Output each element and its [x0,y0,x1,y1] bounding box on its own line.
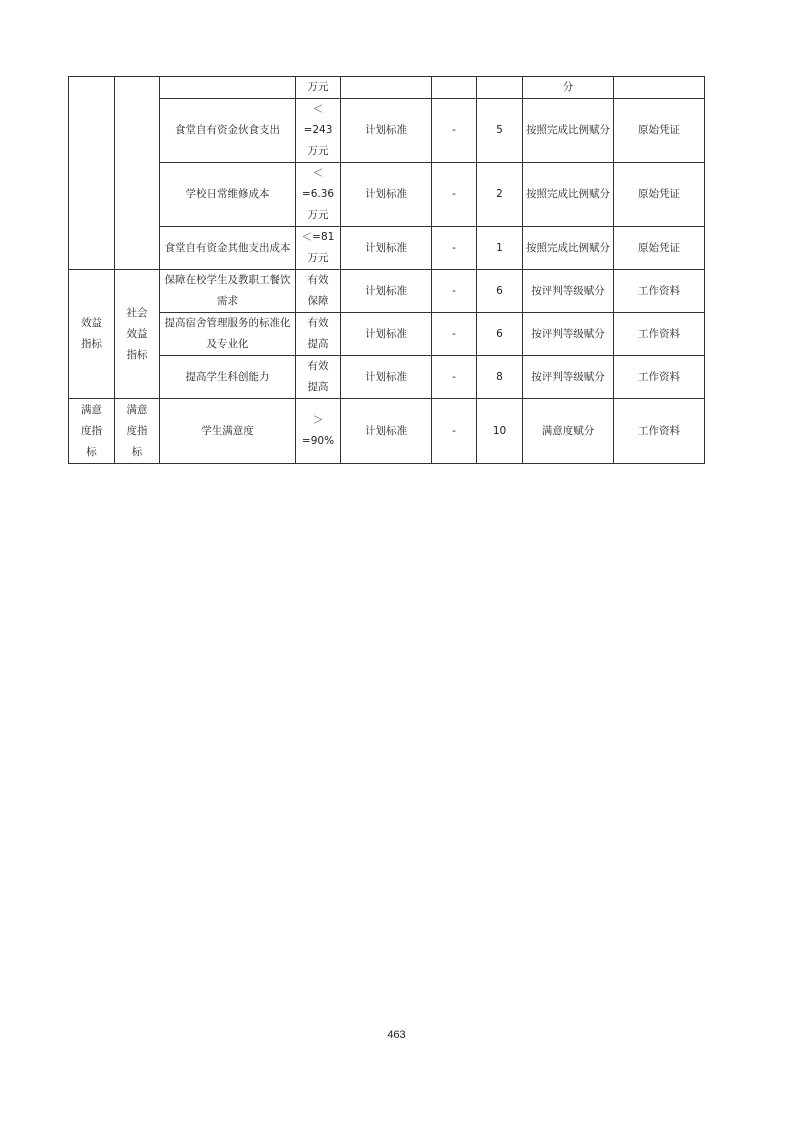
method-cell: 分 [523,77,614,99]
value-cell [296,356,341,399]
evidence-cell: 工作资料 [614,270,705,313]
level1-cell-cont [69,77,115,270]
indicator-cell: 提高学生科创能力 [160,356,296,399]
indicator-cell [160,77,296,99]
standard-cell: 计划标准 [341,399,432,464]
method-cell: 按评判等级赋分 [523,356,614,399]
standard-cell: 计划标准 [341,270,432,313]
method-cell: 按评判等级赋分 [523,270,614,313]
value-cell [296,227,341,270]
value-cell: 万元 [296,77,341,99]
dash-cell: - [432,270,477,313]
indicator-cell: 食堂自有资金伙食支出 [160,99,296,163]
standard-cell: 计划标准 [341,313,432,356]
level1-cell [69,399,115,464]
level1-line: 标 [86,445,97,458]
value-line: =6.36 [301,188,335,200]
level2-line: 效益 [126,327,148,340]
method-cell: 满意度赋分 [523,399,614,464]
weight-cell: 2 [477,163,523,227]
value-line: 有效 [307,317,329,329]
value-line: 万元 [307,145,329,157]
method-cell: 按照完成比例赋分 [523,163,614,227]
value-cell [296,99,341,163]
value-line: ＜ [312,103,324,115]
table-row [69,77,705,99]
standard-cell: 计划标准 [341,99,432,163]
indicator-cell: 学校日常维修成本 [160,163,296,227]
level2-line: 满意 [126,403,148,416]
weight-cell: 5 [477,99,523,163]
level2-cell [115,270,160,399]
evidence-cell: 工作资料 [614,356,705,399]
standard-cell: 计划标准 [341,356,432,399]
value-line: 提高 [307,338,329,350]
dash-cell: - [432,227,477,270]
evidence-cell: 工作资料 [614,313,705,356]
value-line: 有效 [307,274,329,286]
weight-cell [477,77,523,99]
value-line: 保障 [307,295,329,307]
table-row [69,313,705,356]
level2-line: 指标 [126,348,148,361]
evidence-cell [614,77,705,99]
method-cell: 按照完成比例赋分 [523,99,614,163]
weight-cell: 10 [477,399,523,464]
level1-line: 满意 [81,403,102,416]
page-number: 463 [387,1029,406,1041]
indicator-cell: 提高宿舍管理服务的标准化及专业化 [160,313,296,356]
table-row [69,356,705,399]
level1-line: 指标 [81,338,102,350]
performance-indicator-table [68,76,705,464]
weight-cell: 6 [477,270,523,313]
table-row [69,399,705,464]
indicator-cell: 保障在校学生及教职工餐饮需求 [160,270,296,313]
dash-cell: - [432,163,477,227]
evidence-cell: 原始凭证 [614,227,705,270]
table-row [69,99,705,163]
standard-cell: 计划标准 [341,163,432,227]
value-line: ＜ [312,167,324,179]
value-line: 万元 [307,209,329,221]
indicator-cell: 食堂自有资金其他支出成本 [160,227,296,270]
dash-cell [432,77,477,99]
evidence-cell: 原始凭证 [614,163,705,227]
level1-cell [69,270,115,399]
standard-cell: 计划标准 [341,227,432,270]
standard-cell [341,77,432,99]
value-line: ＜=81 [301,231,335,243]
value-line: ＞ [312,414,324,426]
weight-cell: 6 [477,313,523,356]
level2-line: 标 [131,445,143,458]
dash-cell: - [432,399,477,464]
level2-line: 社会 [126,306,148,319]
level1-line: 效益 [81,317,102,329]
value-line: =90% [301,435,335,447]
level2-cell [115,399,160,464]
value-cell [296,399,341,464]
value-cell [296,270,341,313]
value-line: =243 [303,124,333,136]
weight-cell: 1 [477,227,523,270]
dash-cell: - [432,356,477,399]
level1-line: 度指 [81,424,102,437]
value-line: 有效 [307,360,329,372]
level2-cell-cont [115,77,160,270]
table-row [69,163,705,227]
method-cell: 按照完成比例赋分 [523,227,614,270]
weight-cell: 8 [477,356,523,399]
value-line: 提高 [307,381,329,393]
evidence-cell: 原始凭证 [614,99,705,163]
value-cell [296,313,341,356]
method-cell: 按评判等级赋分 [523,313,614,356]
level2-line: 度指 [126,424,148,437]
dash-cell: - [432,99,477,163]
dash-cell: - [432,313,477,356]
evidence-cell: 工作资料 [614,399,705,464]
table-row [69,227,705,270]
table-row [69,270,705,313]
value-line: 万元 [307,252,329,264]
indicator-cell: 学生满意度 [160,399,296,464]
value-cell [296,163,341,227]
